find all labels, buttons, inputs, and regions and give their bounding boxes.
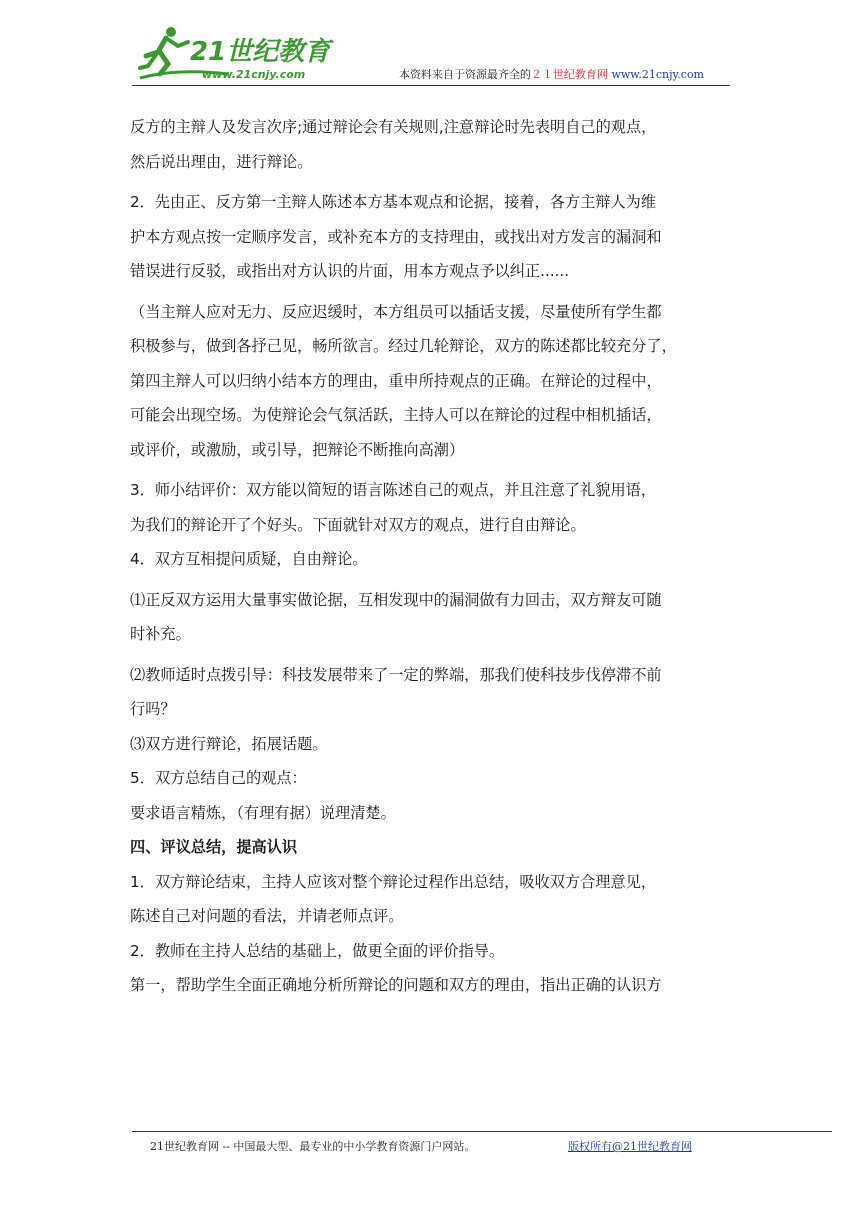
page-header bbox=[132, 18, 730, 86]
body-line: 可能会出现空场。为使辩论会气氛活跃，主持人可以在辩论的过程中相机插话， bbox=[130, 406, 662, 424]
header-source-note bbox=[399, 66, 704, 82]
header-note-prefix: 本资料来自于资源最齐全的 bbox=[398, 68, 531, 81]
header-site-link[interactable]: www.21cnjy.com bbox=[611, 68, 704, 81]
body-line: 2．先由正、反方第一主辩人陈述本方基本观点和论据，接着，各方主辩人为维 bbox=[130, 193, 657, 211]
logo-url-text: www.21cnjy.com bbox=[202, 68, 306, 81]
header-divider bbox=[132, 85, 730, 86]
body-line: 5．双方总结自己的观点： bbox=[130, 769, 307, 787]
body-line: 2．教师在主持人总结的基础上，做更全面的评价指导。 bbox=[130, 941, 505, 960]
body-line: 3．师小结评价：双方能以简短的语言陈述自己的观点，并且注意了礼貌用语， bbox=[130, 481, 657, 499]
body-line: ⑴正反双方运用大量事实做论据，互相发现中的漏洞做有力回击，双方辩友可随 bbox=[130, 590, 662, 609]
footer-divider bbox=[132, 1131, 832, 1132]
body-line: 积极参与，做到各抒己见，畅所欲言。经过几轮辩论，双方的陈述都比较充分了， bbox=[130, 337, 677, 355]
body-line: 第四主辩人可以归纳小结本方的理由，重申所持观点的正确。在辩论的过程中， bbox=[130, 371, 662, 390]
body-line: 陈述自己对问题的看法，并请老师点评。 bbox=[130, 907, 404, 925]
body-line: （当主辩人应对无力、反应迟缓时，本方组员可以插话支援，尽量使所有学生都 bbox=[130, 302, 662, 321]
body-line: ⑵教师适时点拨引导：科技发展带来了一定的弊端，那我们使科技步伐停滞不前 bbox=[130, 665, 662, 684]
body-line: 或评价，或激励，或引导，把辩论不断推向高潮） bbox=[130, 440, 465, 459]
header-site-name: ２１世纪教育网 bbox=[530, 68, 608, 81]
body-line: 时补充。 bbox=[130, 625, 191, 643]
body-line: 反方的主辩人及发言次序;通过辩论会有关规则,注意辩论时先表明自己的观点， bbox=[130, 118, 657, 136]
body-line: 然后说出理由，进行辩论。 bbox=[130, 152, 313, 171]
body-line: 为我们的辩论开了个好头。下面就针对双方的观点，进行自由辩论。 bbox=[130, 515, 586, 534]
body-line: 4．双方互相提问质疑，自由辩论。 bbox=[130, 550, 368, 568]
body-line: 要求语言精炼，（有理有据）说理清楚。 bbox=[130, 803, 396, 822]
body-line: 行吗？ bbox=[130, 700, 176, 718]
section-heading: 四、评议总结，提高认识 bbox=[130, 838, 298, 856]
footer-copyright-link[interactable]: 版权所有@21世纪教育网 bbox=[568, 1140, 692, 1153]
body-line: 1．双方辩论结束，主持人应该对整个辩论过程作出总结，吸收双方合理意见， bbox=[130, 872, 657, 891]
site-logo bbox=[138, 22, 358, 84]
body-line: 护本方观点按一定顺序发言，或补充本方的支持理由，或找出对方发言的漏洞和 bbox=[130, 227, 662, 246]
body-line: 第一，帮助学生全面正确地分析所辩论的问题和双方的理由，指出正确的认识方 bbox=[130, 976, 662, 994]
body-line: ⑶双方进行辩论，拓展话题。 bbox=[130, 734, 328, 753]
logo-main-text: 21世纪教育 bbox=[190, 37, 331, 67]
body-line: 错误进行反驳，或指出对方认识的片面，用本方观点予以纠正...... bbox=[130, 262, 570, 280]
document-body bbox=[130, 110, 732, 1003]
footer-site-description: 21世纪教育网 -- 中国最大型、最专业的中小学教育资源门户网站。 bbox=[150, 1140, 476, 1153]
